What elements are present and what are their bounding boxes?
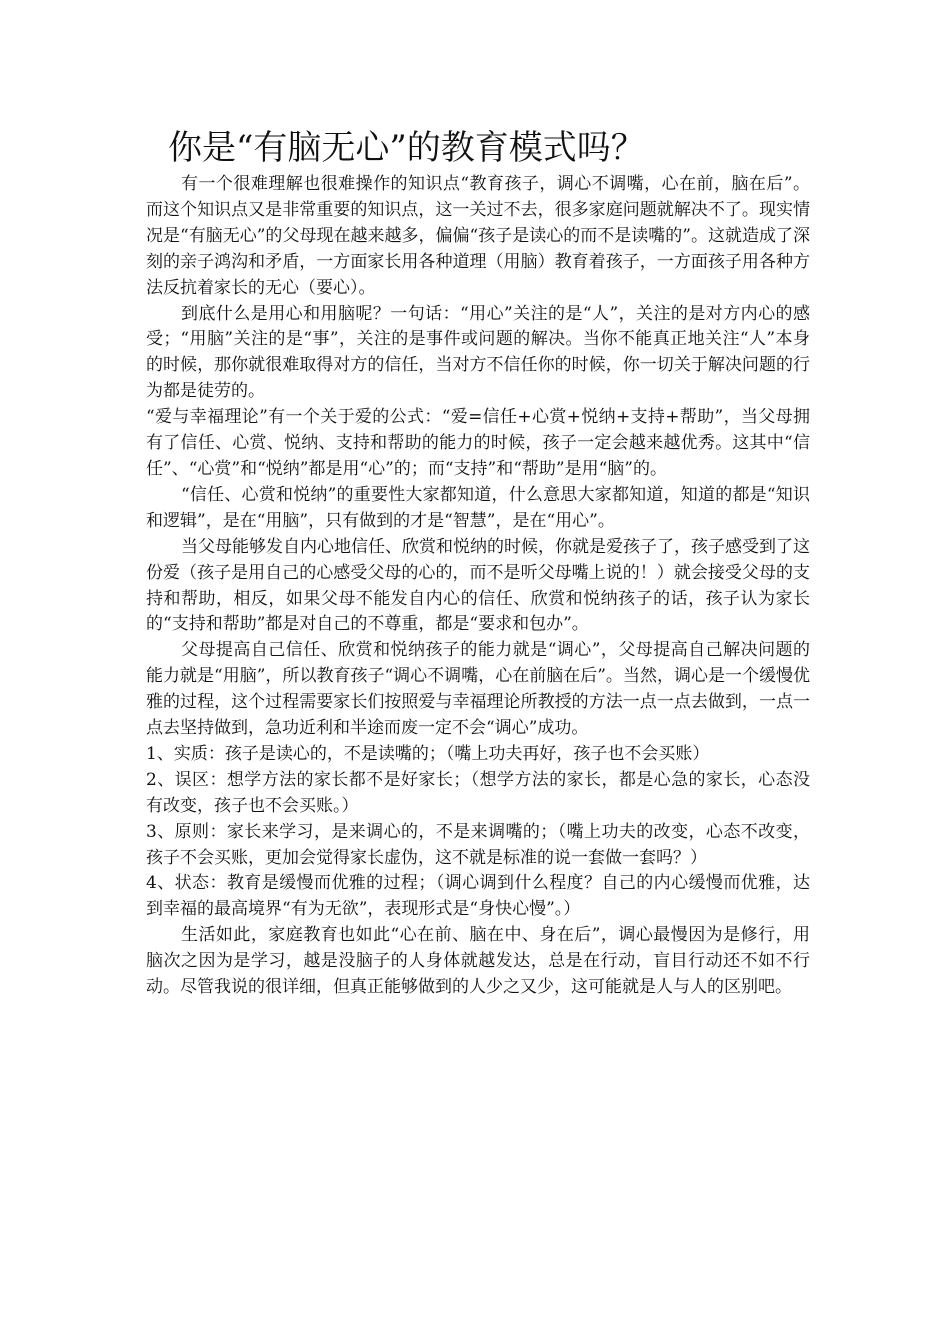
document-title: 你是“有脑无心”的教育模式吗？ bbox=[168, 128, 645, 168]
paragraph-definition: 到底什么是用心和用脑呢？一句话：“用心”关注的是“人”，关注的是对方内心的感受；“用脑”关注的是“事”，关注的是事件或问题的解决。当你不能真正地关注“人”本身的时候，那你就很难取得对方的信任，当对方不信任你的时候，你一切关于解决问题的行为都是徒劳的。 bbox=[146, 303, 810, 402]
paragraph-parents-feel: 当父母能够发自内心地信任、欣赏和悦纳的时候，你就是爱孩子了，孩子感受到了这份爱（孩子是用自己的心感受父母的心的，而不是听父母嘴上说的！）就会接受父母的支持和帮助，相反，如果父母不能发自内心的信任、欣赏和悦纳孩子的话，孩子认为家长的“支持和帮助”都是对自己的不尊重，都是“要求和包办”。 bbox=[146, 536, 810, 635]
list-item-essence: 1、实质：孩子是读心的，不是读嘴的；（嘴上功夫再好，孩子也不会买账） bbox=[146, 743, 710, 764]
list-item-misconception: 2、误区：想学方法的家长都不是好家长；（想学方法的家长，都是心急的家长，心态没有改变，孩子也不会买账。） bbox=[146, 769, 810, 816]
paragraph-love-formula: “爱与幸福理论”有一个关于爱的公式：“爱=信任+心赏+悦纳+支持+帮助”，当父母拥有了信任、心赏、悦纳、支持和帮助的能力的时候，孩子一定会越来越优秀。这其中“信任”、“心赏”和“悦纳”都是用“心”的；而“支持”和“帮助”是用“脑”的。 bbox=[146, 407, 810, 479]
list-item-principle: 3、原则：家长来学习，是来调心的，不是来调嘴的；（嘴上功夫的改变，心态不改变，孩子不会买账，更加会觉得家长虚伪，这不就是标准的说一套做一套吗？） bbox=[146, 821, 810, 868]
list-item-state: 4、状态：教育是缓慢而优雅的过程；（调心调到什么程度？自己的内心缓慢而优雅，达到幸福的最高境界“有为无欲”，表现形式是“身快心慢”。） bbox=[146, 873, 810, 920]
document-body bbox=[146, 172, 810, 1001]
paragraph-conclusion: 生活如此，家庭教育也如此“心在前、脑在中、身在后”，调心最慢因为是修行，用脑次之因为是学习，越是没脑子的人身体就越发达，总是在行动，盲目行动还不如不行动。尽管我说的很详细，但真正能够做到的人少之又少，这可能就是人与人的区别吧。 bbox=[146, 925, 810, 998]
paragraph-wisdom: “信任、心赏和悦纳”的重要性大家都知道，什么意思大家都知道，知道的都是“知识和逻辑”，是在“用脑”，只有做到的才是“智慧”，是在“用心”。 bbox=[146, 484, 810, 531]
paragraph-intro: 有一个很难理解也很难操作的知识点“教育孩子，调心不调嘴，心在前，脑在后”。而这个知识点又是非常重要的知识点，这一关过不去，很多家庭问题就解决不了。现实情况是“有脑无心”的父母现在越来越多，偏偏“孩子是读心的而不是读嘴的”。这就造成了深刻的亲子鸿沟和矛盾，一方面家长用各种道理（用脑）教育着孩子，一方面孩子用各种方法反抗着家长的无心（要心）。 bbox=[146, 174, 810, 298]
paragraph-adjust-heart: 父母提高自己信任、欣赏和悦纳孩子的能力就是“调心”，父母提高自己解决问题的能力就是“用脑”，所以教育孩子“调心不调嘴，心在前脑在后”。当然，调心是一个缓慢优雅的过程，这个过程需要家长们按照爱与幸福理论所教授的方法一点一点去做到，一点一点去坚持做到，急功近利和半途而废一定不会“调心”成功。 bbox=[146, 640, 810, 739]
